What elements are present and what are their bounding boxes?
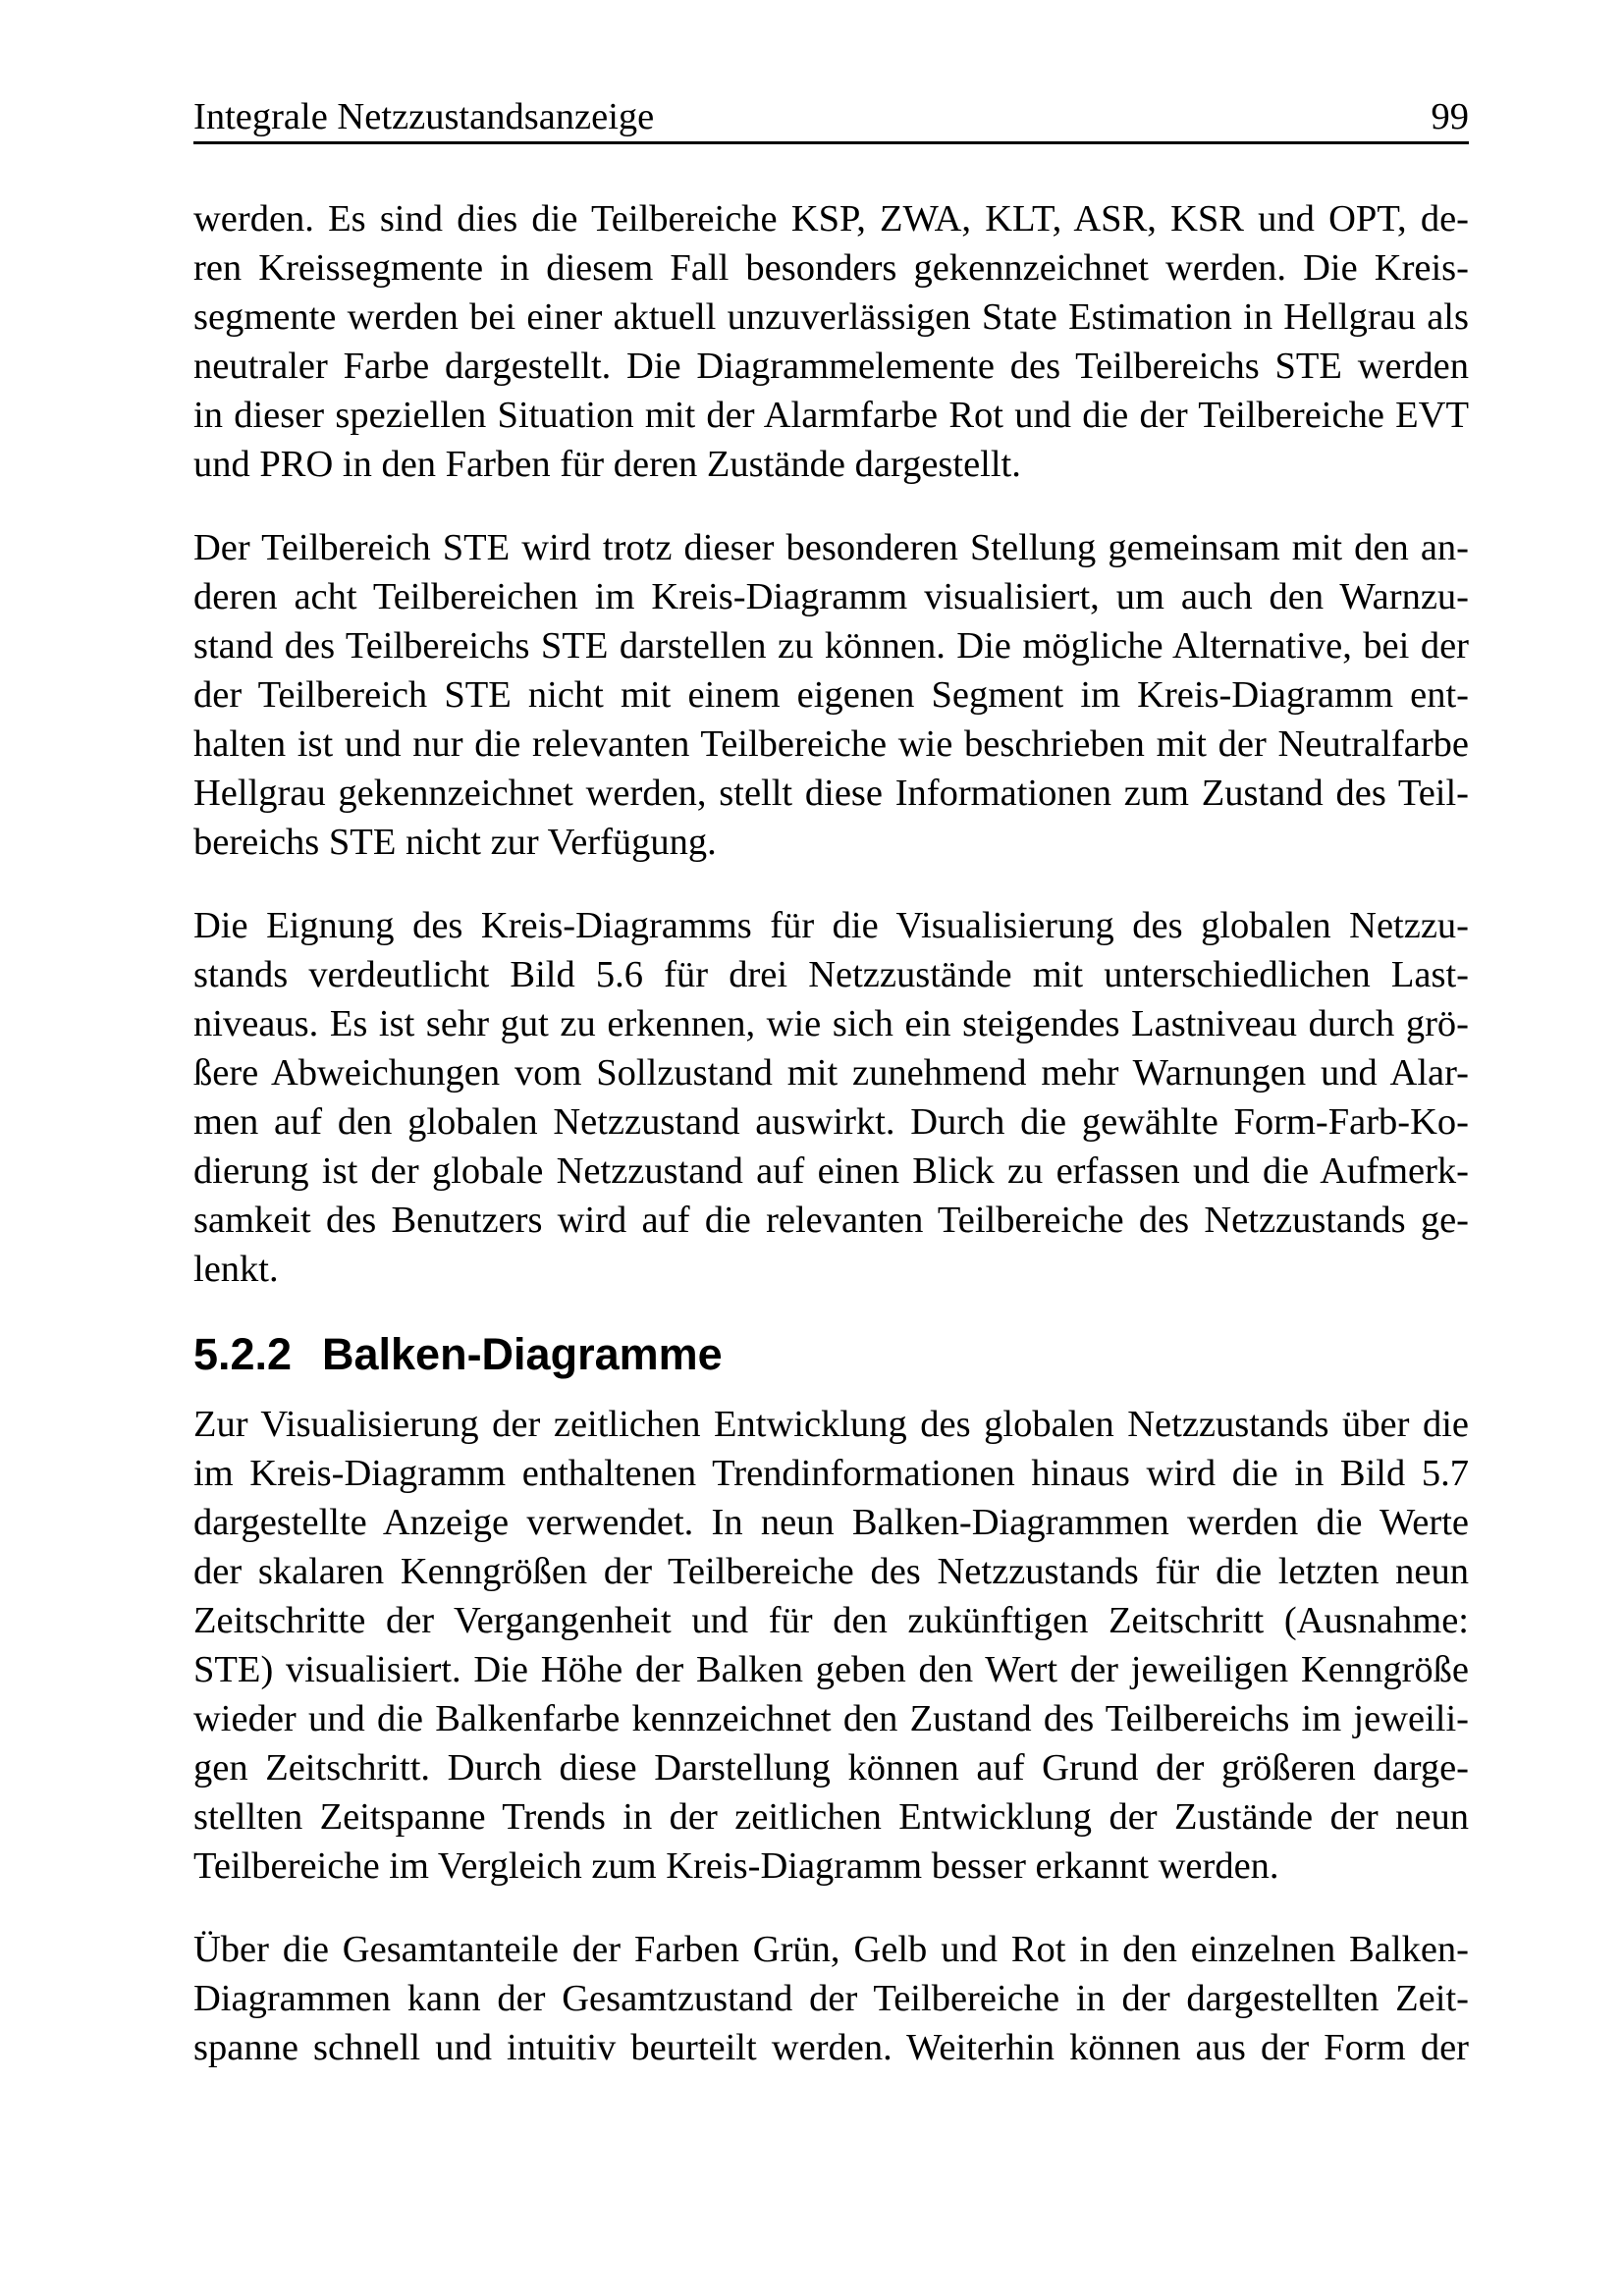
- text-line: segmente werden bei einer aktuell unzuverlässigen State Estimation in Hellgrau als: [193, 296, 1469, 338]
- page-header: [193, 95, 1469, 144]
- text-line: lenkt.: [193, 1249, 279, 1290]
- text-line: im Kreis-Diagramm enthaltenen Trendinformationen hinaus wird die in Bild 5.7: [193, 1453, 1469, 1494]
- text-line: gen Zeitschritt. Durch diese Darstellung können auf Grund der größeren darge-: [193, 1747, 1469, 1789]
- text-line: dierung ist der globale Netzzustand auf einen Blick zu erfassen und die Aufmerk-: [193, 1150, 1469, 1192]
- text-line: bereichs STE nicht zur Verfügung.: [193, 822, 717, 863]
- section-title: Balken-Diagramme: [322, 1329, 723, 1379]
- page-body: [193, 194, 1469, 2107]
- text-line: men auf den globalen Netzzustand auswirkt. Durch die gewählte Form-Farb-Ko-: [193, 1101, 1469, 1143]
- text-line: ßere Abweichungen vom Sollzustand mit zunehmend mehr Warnungen und Alar-: [193, 1052, 1469, 1094]
- running-header-title: Integrale Netzzustandsanzeige: [193, 96, 655, 137]
- text-line: dargestellte Anzeige verwendet. In neun Balken-Diagrammen werden die Werte: [193, 1502, 1469, 1543]
- section-number: 5.2.2: [193, 1329, 293, 1379]
- text-line: ren Kreissegmente in diesem Fall besonders gekennzeichnet werden. Die Kreis-: [193, 247, 1469, 289]
- text-line: niveaus. Es ist sehr gut zu erkennen, wie sich ein steigendes Lastniveau durch grö-: [193, 1003, 1469, 1044]
- text-line: Über die Gesamtanteile der Farben Grün, Gelb und Rot in den einzelnen Balken-: [193, 1929, 1469, 1970]
- text-line: Diagrammen kann der Gesamtzustand der Teilbereiche in der dargestellten Zeit-: [193, 1978, 1469, 2019]
- text-line: stands verdeutlicht Bild 5.6 für drei Netzzustände mit unterschiedlichen Last-: [193, 954, 1469, 995]
- paragraph: [193, 1400, 1469, 1891]
- text-line: samkeit des Benutzers wird auf die relevanten Teilbereiche des Netzzustands ge-: [193, 1200, 1469, 1241]
- text-line: Teilbereiche im Vergleich zum Kreis-Diagramm besser erkannt werden.: [193, 1845, 1279, 1887]
- text-line: Zeitschritte der Vergangenheit und für den zukünftigen Zeitschritt (Ausnahme:: [193, 1600, 1469, 1641]
- text-line: neutraler Farbe dargestellt. Die Diagrammelemente des Teilbereichs STE werden: [193, 346, 1469, 387]
- paragraph: [193, 523, 1469, 867]
- paragraph: [193, 194, 1469, 489]
- text-line: wieder und die Balkenfarbe kennzeichnet den Zustand des Teilbereichs im jeweili-: [193, 1698, 1469, 1739]
- paragraph: [193, 901, 1469, 1294]
- text-line: Zur Visualisierung der zeitlichen Entwicklung des globalen Netzzustands über die: [193, 1404, 1469, 1445]
- text-line: und PRO in den Farben für deren Zustände dargestellt.: [193, 444, 1021, 485]
- text-line: Hellgrau gekennzeichnet werden, stellt diese Informationen zum Zustand des Teil-: [193, 773, 1469, 814]
- text-line: der skalaren Kenngrößen der Teilbereiche des Netzzustands für die letzten neun: [193, 1551, 1469, 1592]
- text-line: in dieser speziellen Situation mit der Alarmfarbe Rot und die der Teilbereiche EVT: [193, 395, 1469, 436]
- text-line: halten ist und nur die relevanten Teilbereiche wie beschrieben mit der Neutralfarbe: [193, 723, 1469, 765]
- page-number: 99: [1431, 96, 1469, 137]
- text-line: Der Teilbereich STE wird trotz dieser besonderen Stellung gemeinsam mit den an-: [193, 527, 1469, 568]
- text-line: STE) visualisiert. Die Höhe der Balken geben den Wert der jeweiligen Kenngröße: [193, 1649, 1469, 1690]
- text-line: werden. Es sind dies die Teilbereiche KSP, ZWA, KLT, ASR, KSR und OPT, de-: [193, 198, 1469, 240]
- section-heading: [193, 1328, 1469, 1381]
- text-line: stand des Teilbereichs STE darstellen zu können. Die mögliche Alternative, bei der: [193, 625, 1469, 667]
- text-line: der Teilbereich STE nicht mit einem eigenen Segment im Kreis-Diagramm ent-: [193, 674, 1469, 716]
- text-line: stellten Zeitspanne Trends in der zeitlichen Entwicklung der Zustände der neun: [193, 1796, 1469, 1838]
- text-line: deren acht Teilbereichen im Kreis-Diagramm visualisiert, um auch den Warnzu-: [193, 576, 1469, 617]
- text-line: Die Eignung des Kreis-Diagramms für die Visualisierung des globalen Netzzu-: [193, 905, 1469, 946]
- paragraph: [193, 1925, 1469, 2072]
- text-line: spanne schnell und intuitiv beurteilt werden. Weiterhin können aus der Form der: [193, 2027, 1469, 2068]
